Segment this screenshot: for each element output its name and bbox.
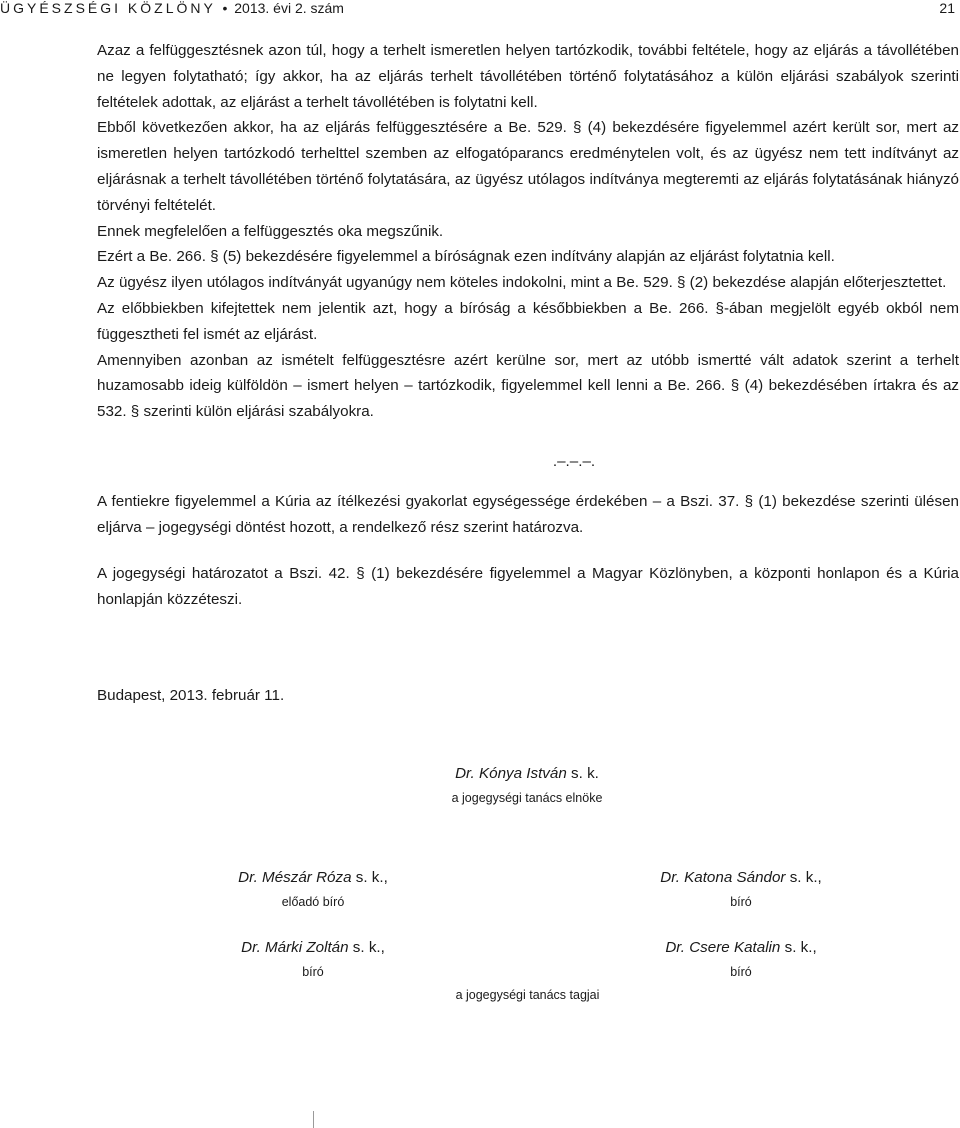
signer-name: Dr. Katona Sándor [660, 869, 786, 886]
page-number: 21 [939, 0, 955, 16]
signature-right-top [628, 868, 854, 911]
journal-title: ÜGYÉSZSÉGI KÖZLÖNY [0, 0, 216, 16]
members-label: a jogegységi tanács tagjai [455, 988, 600, 1002]
section-separator: .–.–.–. [552, 452, 596, 470]
signer-suffix: s. k., [351, 869, 388, 886]
signature-left-bottom [200, 938, 426, 981]
document-body [97, 38, 959, 613]
signer-name: Dr. Mészár Róza [238, 869, 352, 886]
header-journal-info [0, 0, 344, 16]
issue-label: 2013. évi 2. szám [234, 0, 344, 16]
signer-suffix: s. k., [348, 939, 385, 956]
signer-name: Dr. Márki Zoltán [241, 939, 349, 956]
signer-role: előadó bíró [281, 895, 345, 909]
signer-suffix: s. k. [566, 765, 599, 782]
signer-name: Dr. Kónya István [455, 765, 567, 782]
signature-left-top [200, 868, 426, 911]
closing-paragraph: A jogegységi határozatot a Bszi. 42. § (1) bekezdésére figyelemmel a Magyar Közlönyben, a központi honlapon és a Kúria honlapján közzéteszi. [97, 565, 959, 609]
signer-role: bíró [302, 965, 324, 979]
paragraph: Ebből következően akkor, ha az eljárás felfüggesztésére a Be. 529. § (4) bekezdésére figyelemmel azért került sor, mert az ismeretlen helyen tartózkodó terhelttel szemben az elfogatóparancs eredménytelen volt, és az ügyész nem tett indítványt az eljárásnak a terhelt távollétében történő folytatására, az ügyész utólagos indítványa megteremti az eljárás folytatásának hiányzó törvényi feltételét. [97, 119, 959, 214]
signer-role: bíró [730, 965, 752, 979]
signature-right-bottom [628, 938, 854, 981]
paragraph: Ennek megfelelően a felfüggesztés oka megszűnik. [97, 222, 444, 240]
signer-role: bíró [730, 895, 752, 909]
document-date: Budapest, 2013. február 11. [97, 687, 285, 704]
paragraph: Azaz a felfüggesztésnek azon túl, hogy a terhelt ismeretlen helyen tartózkodik, további feltétele, hogy az eljárás a távollétében ne legyen folytatható; így akkor, ha az eljárás terhelt távollétében történő folytatásához a külön eljárási szabályok szerinti feltételek adottak, az eljárást a terhelt távollétében is folytatni kell. [97, 42, 959, 111]
closing-paragraph: A fentiekre figyelemmel a Kúria az ítélkezési gyakorlat egységessége érdekében – a Bszi. 37. § (1) bekezdése szerinti ülésen eljárva – jogegységi döntést hozott, a rendelkező rész szerint határozva. [97, 492, 959, 536]
signature-chair [412, 764, 642, 807]
paragraph: Ezért a Be. 266. § (5) bekezdésére figyelemmel a bíróságnak ezen indítvány alapján az eljárást folytatnia kell. [97, 248, 835, 266]
paragraph: Az ügyész ilyen utólagos indítványát ugyanúgy nem köteles indokolni, mint a Be. 529. § (2) bekezdése alapján előterjesztettet. [97, 274, 947, 292]
header-bullet: • [222, 0, 228, 16]
signer-name: Dr. Csere Katalin [665, 939, 781, 956]
footer-rule [313, 1111, 314, 1128]
paragraph: Az előbbiekben kifejtettek nem jelentik azt, hogy a bíróság a későbbiekben a Be. 266. §-ában megjelölt egyéb okból nem függesztheti fel ismét az eljárást. [97, 299, 959, 343]
signer-suffix: s. k., [785, 869, 822, 886]
page-header [0, 0, 960, 20]
signer-role: a jogegységi tanács elnöke [451, 791, 603, 805]
paragraph: Amennyiben azonban az ismételt felfüggesztésre azért kerülne sor, mert az utóbb ismertté vált adatok szerint a terhelt huzamosabb ideig külföldön – ismert helyen – tartózkodik, figyelemmel kell lenni a Be. 266. § (4) bekezdésében írtakra és az 532. § szerinti külön eljárási szabályokra. [97, 351, 959, 421]
signer-suffix: s. k., [780, 939, 817, 956]
